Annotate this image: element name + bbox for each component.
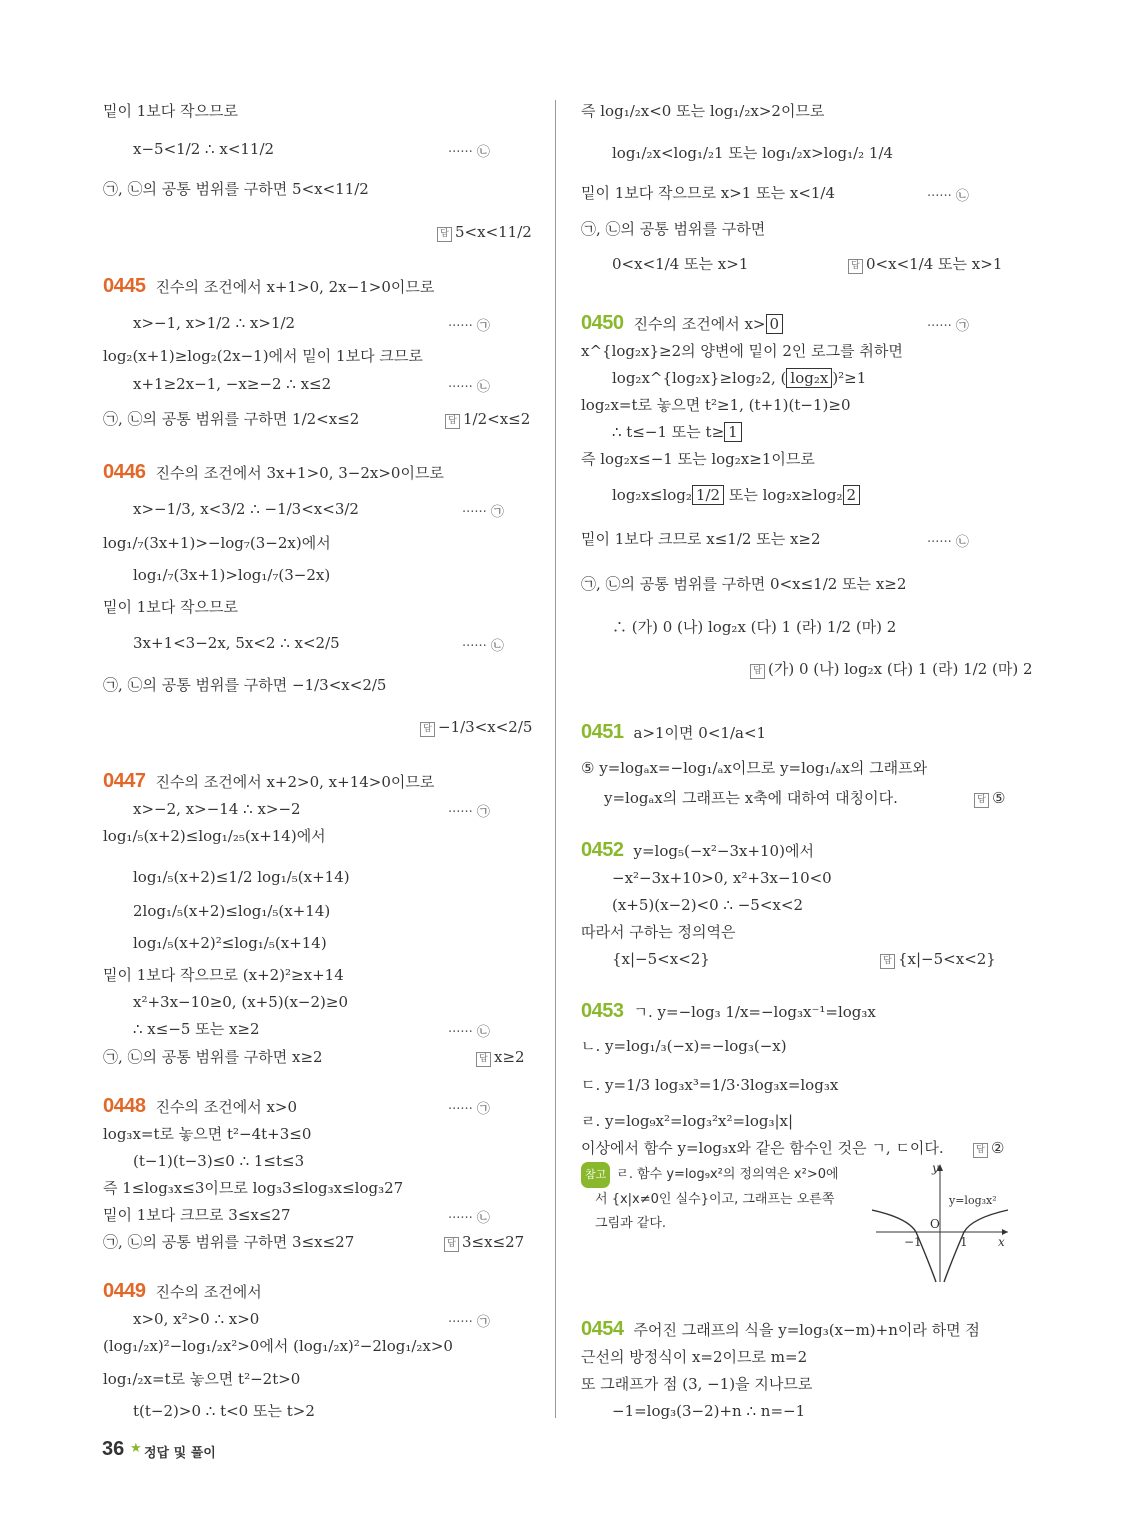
problem-number: 0449	[103, 1280, 146, 1302]
equation-reference-mark: ······ ㉠	[448, 1102, 490, 1117]
problem-header	[581, 839, 814, 862]
answer-icon: 답	[973, 1143, 988, 1158]
problem-number: 0447	[103, 770, 146, 792]
boxed-blank: 2	[843, 485, 861, 505]
right-line: 따라서 구하는 정의역은	[581, 923, 736, 941]
answer: 답 1/2<x≤2	[445, 408, 530, 430]
equation-reference-mark: ······ ㉡	[448, 380, 490, 395]
problem-text: 주어진 그래프의 식을 y=log₃(x−m)+n이라 하면 점	[633, 1321, 980, 1339]
left-line: log₁/₇(3x+1)>−log₇(3−2x)에서	[103, 534, 331, 552]
note-badge: 참고	[581, 1162, 610, 1188]
right-line: −x²−3x+10>0, x²+3x−10<0	[612, 869, 832, 887]
boxed-blank: 1	[724, 422, 742, 442]
problem-number: 0453	[581, 1000, 624, 1022]
right-line: 밑이 1보다 작으므로 x>1 또는 x<1/4	[581, 184, 836, 202]
problem-number: 0452	[581, 839, 624, 861]
answer: 답 {x|−5<x<2}	[880, 948, 996, 970]
left-line: ∴ x≤−5 또는 x≥2	[133, 1020, 260, 1038]
left-line: ㉠, ㉡의 공통 범위를 구하면 x≥2	[103, 1048, 323, 1066]
right-line: 또 그래프가 점 (3, −1)을 지나므로	[581, 1375, 813, 1393]
answer: 답 5<x<11/2	[437, 221, 532, 243]
problem-header	[103, 770, 434, 793]
equation-reference-mark: ······ ㉡	[448, 145, 490, 160]
right-line: x^{log₂x}≥2의 양변에 밑이 2인 로그를 취하면	[581, 342, 903, 360]
answer-icon: 답	[848, 259, 863, 274]
note-line-2: 서 {x|x≠0인 실수}이고, 그래프는 오른쪽	[595, 1192, 835, 1207]
equation-reference-mark: ······ ㉠	[448, 319, 490, 334]
answer: 답 0<x<1/4 또는 x>1	[848, 253, 1002, 275]
right-line: ㉠, ㉡의 공통 범위를 구하면	[581, 220, 766, 238]
left-line: x>0, x²>0 ∴ x>0	[133, 1310, 260, 1328]
left-line: x>−1/3, x<3/2 ∴ −1/3<x<3/2	[133, 500, 359, 518]
problem-header	[581, 1000, 876, 1023]
left-line: x>−2, x>−14 ∴ x>−2	[133, 800, 301, 818]
left-line: (log₁/₂x)²−log₁/₂x²>0에서 (log₁/₂x)²−2log₁/₂x>0	[103, 1337, 453, 1355]
answer-icon: 답	[476, 1052, 491, 1067]
right-line: {x|−5<x<2}	[612, 950, 710, 968]
answer-icon: 답	[750, 664, 765, 679]
boxed-blank: 0	[766, 314, 784, 334]
footer-title: 정답 및 풀이	[144, 1446, 216, 1461]
answer-icon: 답	[880, 954, 895, 969]
right-line: (x+5)(x−2)<0 ∴ −5<x<2	[612, 896, 803, 914]
graph-tick-pos: 1	[960, 1235, 968, 1249]
right-line: ∴ (가) 0 (나) log₂x (다) 1 (라) 1/2 (마) 2	[612, 618, 897, 636]
graph-origin: O	[930, 1217, 940, 1231]
left-line: x²+3x−10≥0, (x+5)(x−2)≥0	[133, 993, 349, 1011]
equation-reference-mark: ······ ㉡	[462, 639, 504, 654]
boxed-blank: 1/2	[692, 485, 724, 505]
right-line: ⑤ y=logₐx=−log₁/ₐx이므로 y=log₁/ₐx의 그래프와	[581, 759, 928, 777]
reference-note	[581, 1162, 839, 1236]
left-line: ㉠, ㉡의 공통 범위를 구하면 −1/3<x<2/5	[103, 676, 387, 694]
left-line: (t−1)(t−3)≤0 ∴ 1≤t≤3	[133, 1152, 305, 1170]
graph-tick-neg: −1	[904, 1235, 922, 1249]
left-line: x>−1, x>1/2 ∴ x>1/2	[133, 314, 296, 332]
note-line-1: ㄹ. 함수 y=log₉x²의 정의역은 x²>0에	[616, 1167, 839, 1182]
left-line: ㉠, ㉡의 공통 범위를 구하면 5<x<11/2	[103, 180, 369, 198]
equation-reference-mark: ······ ㉡	[448, 1025, 490, 1040]
equation-reference-mark: ······ ㉡	[448, 1211, 490, 1226]
answer: 답 ⑤	[974, 787, 1005, 809]
left-line: 밑이 1보다 작으므로	[103, 598, 239, 616]
left-line: log₁/₇(3x+1)>log₁/₇(3−2x)	[133, 566, 331, 584]
left-line: 즉 1≤log₃x≤3이므로 log₃3≤log₃x≤log₃27	[103, 1179, 404, 1197]
right-line: 근선의 방정식이 x=2이므로 m=2	[581, 1348, 808, 1366]
answer: 답 x≥2	[476, 1046, 525, 1068]
problem-text: a>1이면 0<1/a<1	[633, 724, 767, 742]
graph-y-label: y	[932, 1161, 939, 1175]
right-line: ㄴ. y=log₁/₃(−x)=−log₃(−x)	[581, 1037, 787, 1055]
right-line: 즉 log₂x≤−1 또는 log₂x≥1이므로	[581, 450, 815, 468]
answer-icon: 답	[974, 793, 989, 808]
left-line: 밑이 1보다 작으므로 (x+2)²≥x+14	[103, 966, 344, 984]
equation-reference-mark: ······ ㉠	[462, 505, 504, 520]
right-line: ∴ t≤−1 또는 t≥ 1	[612, 421, 742, 443]
problem-header	[581, 721, 766, 744]
left-line: 밑이 1보다 작으므로	[103, 102, 239, 120]
answer: 답 ②	[973, 1137, 1004, 1159]
log-graph	[872, 1160, 1012, 1286]
answer: 답 (가) 0 (나) log₂x (다) 1 (라) 1/2 (마) 2	[750, 658, 1033, 680]
problem-number: 0446	[103, 461, 146, 483]
column-divider	[555, 100, 556, 1418]
right-line: 이상에서 함수 y=log₃x와 같은 함수인 것은 ㄱ, ㄷ이다.	[581, 1139, 944, 1157]
right-line: 즉 log₁/₂x<0 또는 log₁/₂x>2이므로	[581, 102, 825, 120]
right-line: log₁/₂x<log₁/₂1 또는 log₁/₂x>log₁/₂ 1/4	[612, 144, 894, 162]
problem-text: 진수의 조건에서 x>0	[155, 1098, 298, 1116]
right-line: ㄹ. y=log₉x²=log₃²x²=log₃|x|	[581, 1112, 794, 1130]
note-line-3: 그림과 같다.	[595, 1216, 667, 1231]
problem-text: 진수의 조건에서	[155, 1283, 262, 1301]
answer: 답 −1/3<x<2/5	[420, 716, 532, 738]
problem-number: 0448	[103, 1095, 146, 1117]
left-line: 2log₁/₅(x+2)≤log₁/₅(x+14)	[133, 902, 331, 920]
left-line: 3x+1<3−2x, 5x<2 ∴ x<2/5	[133, 634, 340, 652]
equation-reference-mark: ······ ㉠	[927, 319, 969, 334]
left-line: log₁/₅(x+2)≤log₁/₂₅(x+14)에서	[103, 827, 326, 845]
graph-x-label: x	[998, 1235, 1005, 1249]
page-number: 36	[102, 1438, 125, 1460]
right-line: log₂x^{log₂x}≥log₂2, ( log₂x )²≥1	[612, 369, 867, 387]
equation-reference-mark: ······ ㉡	[927, 535, 969, 550]
problem-text: 진수의 조건에서 3x+1>0, 3−2x>0이므로	[155, 464, 444, 482]
right-line: 밑이 1보다 크므로 x≤1/2 또는 x≥2	[581, 530, 821, 548]
graph-curve-label: y=log₃x²	[949, 1194, 997, 1207]
left-line: log₁/₅(x+2)²≤log₁/₅(x+14)	[133, 934, 327, 952]
problem-header	[103, 275, 434, 298]
problem-text: 진수의 조건에서 x> 0	[634, 315, 784, 333]
star-icon: ★	[130, 1441, 142, 1456]
left-line: log₁/₅(x+2)≤1/2 log₁/₅(x+14)	[133, 868, 350, 886]
left-line: ㉠, ㉡의 공통 범위를 구하면 3≤x≤27	[103, 1233, 355, 1251]
equation-reference-mark: ······ ㉠	[448, 1315, 490, 1330]
problem-number: 0454	[581, 1318, 624, 1340]
problem-text: y=log₅(−x²−3x+10)에서	[633, 842, 814, 860]
problem-header	[581, 312, 783, 335]
equation-reference-mark: ······ ㉡	[927, 189, 969, 204]
problem-text: 진수의 조건에서 x+1>0, 2x−1>0이므로	[155, 278, 435, 296]
left-line: x+1≥2x−1, −x≥−2 ∴ x≤2	[133, 375, 332, 393]
problem-header	[581, 1318, 980, 1341]
answer: 답 3≤x≤27	[444, 1231, 524, 1253]
problem-number: 0451	[581, 721, 624, 743]
left-line: log₃x=t로 놓으면 t²−4t+3≤0	[103, 1125, 312, 1143]
left-line: x−5<1/2 ∴ x<11/2	[133, 140, 275, 158]
right-line: log₂x=t로 놓으면 t²≥1, (t+1)(t−1)≥0	[581, 396, 851, 414]
boxed-blank: log₂x	[786, 368, 832, 388]
problem-text: ㄱ. y=−log₃ 1/x=−log₃x⁻¹=log₃x	[633, 1003, 876, 1021]
problem-number: 0445	[103, 275, 146, 297]
left-line: 밑이 1보다 크므로 3≤x≤27	[103, 1206, 291, 1224]
left-line: log₁/₂x=t로 놓으면 t²−2t>0	[103, 1370, 301, 1388]
problem-header	[103, 1095, 297, 1118]
right-line: 0<x<1/4 또는 x>1	[612, 255, 749, 273]
problem-header	[103, 461, 444, 484]
right-line: ㄷ. y=1/3 log₃x³=1/3·3log₃x=log₃x	[581, 1076, 839, 1094]
equation-reference-mark: ······ ㉠	[448, 805, 490, 820]
problem-number: 0450	[581, 312, 624, 334]
answer-icon: 답	[437, 227, 452, 242]
left-line: ㉠, ㉡의 공통 범위를 구하면 1/2<x≤2	[103, 410, 360, 428]
answer-icon: 답	[420, 722, 435, 737]
left-line: log₂(x+1)≥log₂(2x−1)에서 밑이 1보다 크므로	[103, 347, 423, 365]
left-line: t(t−2)>0 ∴ t<0 또는 t>2	[133, 1402, 315, 1420]
right-line: −1=log₃(3−2)+n ∴ n=−1	[612, 1402, 806, 1420]
problem-text: 진수의 조건에서 x+2>0, x+14>0이므로	[155, 773, 435, 791]
right-line: y=logₐx의 그래프는 x축에 대하여 대칭이다.	[604, 789, 898, 807]
right-line: ㉠, ㉡의 공통 범위를 구하면 0<x≤1/2 또는 x≥2	[581, 575, 907, 593]
answer-icon: 답	[445, 414, 460, 429]
right-line: log₂x≤log₂ 1/2 또는 log₂x≥log₂ 2	[612, 484, 860, 506]
answer-icon: 답	[444, 1237, 459, 1252]
problem-header	[103, 1280, 262, 1303]
